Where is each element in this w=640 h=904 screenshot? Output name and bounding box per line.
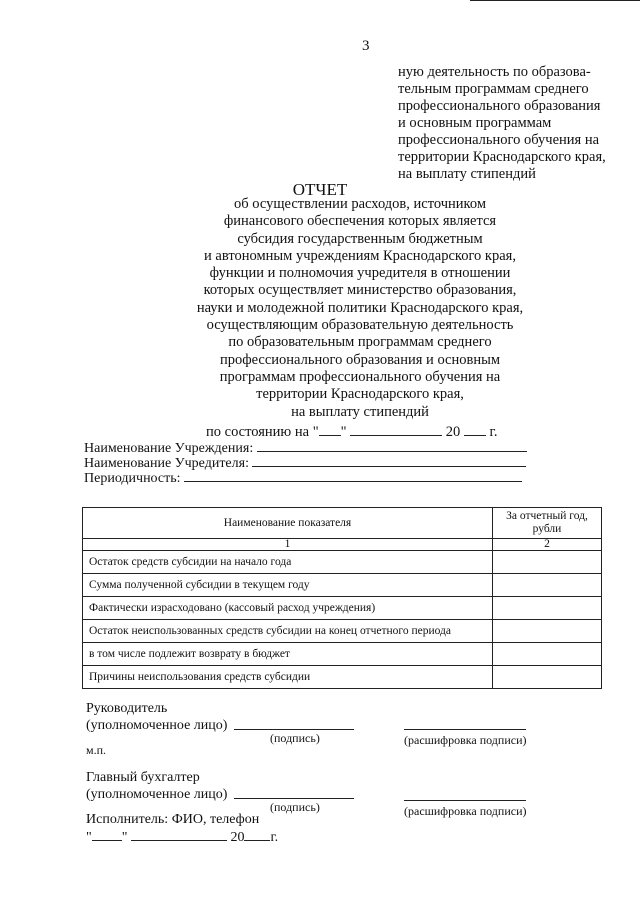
subtitle-line: финансового обеспечения которых является [223,213,497,230]
table-row [83,551,602,574]
right-block-line: профессионального обучения на [398,132,600,148]
table-row [83,643,602,666]
accountant-title: Главный бухгалтер [86,770,200,785]
stamp-mark: м.п. [86,743,107,757]
head-decoding-caption: (расшифровка подписи) [404,733,527,747]
right-block-line: тельным программам среднего [398,81,589,97]
document-subtitle [150,196,570,421]
col2-number: 2 [493,539,602,551]
accountant-decoding-caption: (расшифровка подписи) [404,804,527,818]
head-signature-line[interactable] [234,729,354,730]
table-row [83,620,602,643]
indicator-value-cell[interactable] [493,574,602,597]
table-row [83,666,602,689]
date-mid: " [340,424,347,440]
sig-date-year: 20 [230,830,245,845]
subtitle-line: территории Краснодарского края, [256,386,464,403]
subtitle-line: программам профессионального обучения на [219,368,501,385]
date-year-field[interactable] [464,422,486,436]
period-label: Периодичность: [84,471,181,486]
indicator-value-cell[interactable] [493,620,602,643]
head-signature-caption: (подпись) [270,731,320,745]
indicator-name: Сумма полученной субсидии в текущем году [83,574,493,597]
right-block-line: профессионального образования [398,98,601,114]
period-row [84,468,522,487]
subtitle-line: которых осуществляет министерство образования, [203,282,517,299]
accountant-decoding-line[interactable] [404,800,526,801]
table-row [83,597,602,620]
date-year-prefix: 20 [445,424,461,440]
indicator-value-cell[interactable] [493,551,602,574]
page-number: 3 [362,38,370,54]
date-suffix: г. [489,424,498,440]
indicator-value-cell[interactable] [493,643,602,666]
right-header-block [398,64,634,183]
head-title: Руководитель [86,701,168,716]
indicator-name: Остаток неиспользованных средств субсидии на конец отчетного периода [83,620,493,643]
date-day-field[interactable] [319,422,341,436]
subtitle-line: по образовательным программам среднего [228,334,492,351]
head-label [86,700,227,734]
indicator-name: Остаток средств субсидии на начало года [83,551,493,574]
table-header-row [83,508,602,539]
sig-date-suffix: г. [270,830,279,845]
col2-header [493,508,602,539]
accountant-signature-line[interactable] [234,798,354,799]
col1-header: Наименование показателя [83,508,493,539]
col1-number: 1 [83,539,493,551]
sig-date-open: " [86,830,92,845]
table-number-row [83,539,602,551]
accountant-signature-caption: (подпись) [270,800,320,814]
indicator-name: в том числе подлежит возврату в бюджет [83,643,493,666]
top-edge-line [470,0,640,1]
subtitle-line: функции и полномочия учредителя в отношении [209,265,511,282]
subtitle-line: профессионального образования и основным [219,351,501,368]
founder-label: Наименование Учредителя: [84,456,249,471]
subtitle-line: и автономным учреждениям Краснодарского края, [204,247,516,264]
right-block-line: ную деятельность по образова- [398,64,591,80]
indicator-name: Причины неиспользования средств субсидии [83,666,493,689]
date-month-field[interactable] [350,422,442,436]
subtitle-line: субсидия государственным бюджетным [237,230,483,247]
founder-field[interactable] [252,453,526,467]
executor-label: Исполнитель: ФИО, телефон [86,812,260,827]
date-prefix: по состоянию на " [206,424,319,440]
right-block-line: и основным программам [398,115,552,131]
accountant-subtitle: (уполномоченное лицо) [86,787,228,802]
col2-header-line2: рубли [532,523,562,535]
table-row [83,574,602,597]
sig-date-close: " [121,830,128,845]
col2-header-line1: За отчетный год, [506,510,588,522]
head-subtitle: (уполномоченное лицо) [86,718,228,733]
subtitle-line: науки и молодежной политики Краснодарского края, [196,299,524,316]
subtitle-line: осуществляющим образовательную деятельность [206,317,514,334]
report-table [82,507,602,689]
subtitle-line: об осуществлении расходов, источником [234,196,486,212]
institution-field[interactable] [257,438,527,452]
accountant-label [86,769,227,803]
sig-date-month-field[interactable] [131,827,227,841]
institution-label: Наименование Учреждения: [84,441,254,456]
indicator-name: Фактически израсходовано (кассовый расход учреждения) [83,597,493,620]
subtitle-line: на выплату стипендий [291,403,429,420]
head-decoding-line[interactable] [404,729,526,730]
right-block-line: территории Краснодарского края, [398,149,606,165]
sig-date-day-field[interactable] [92,827,122,841]
period-field[interactable] [184,468,522,482]
indicator-value-cell[interactable] [493,666,602,689]
right-block-line: на выплату стипендий [398,166,536,182]
document-title: ОТЧЕТ [292,180,348,199]
indicator-value-cell[interactable] [493,597,602,620]
signature-date-line [86,827,278,846]
sig-date-year-field[interactable] [244,827,270,841]
